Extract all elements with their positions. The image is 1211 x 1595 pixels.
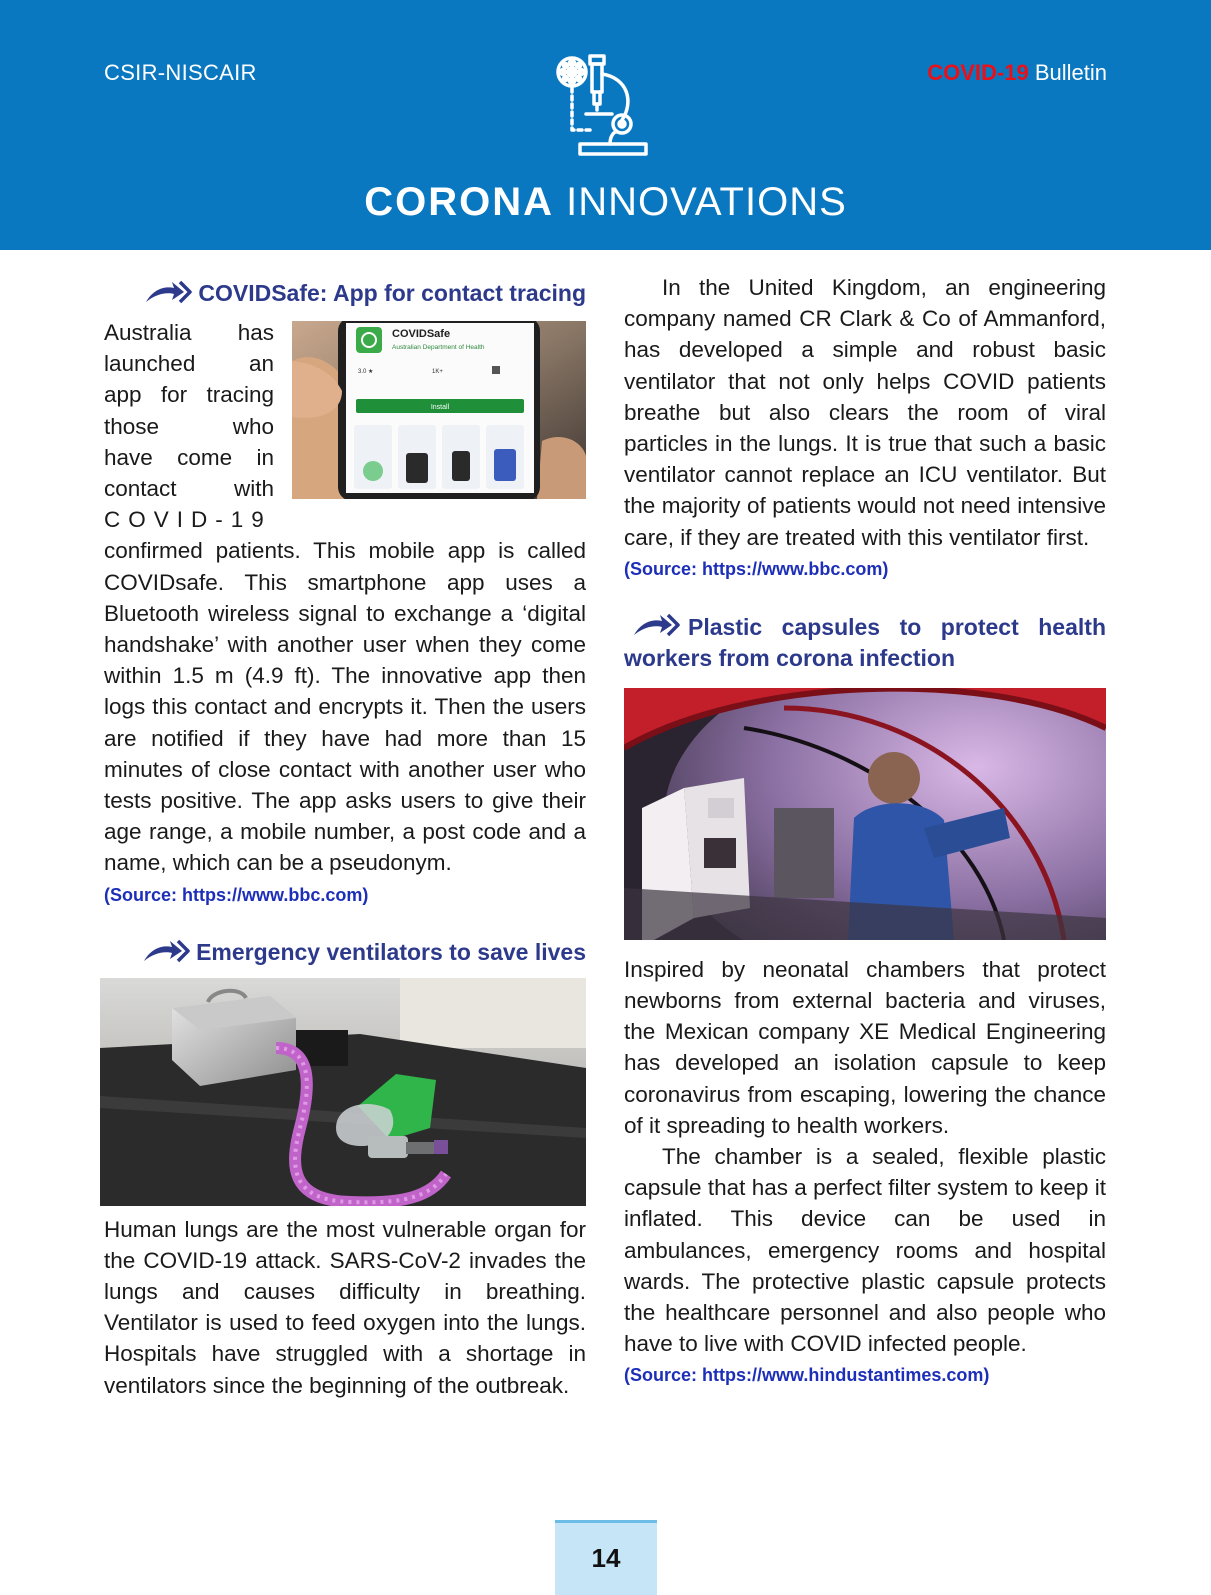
capsule-body-1: Inspired by neonatal chambers that protect newborns from external bacteria and viruses, the Mexican company XE Medical Engineering has developed an isolation capsule to keep coronavirus from escaping, lowering the chance of it spreading to health workers. [624,956,1106,1138]
ventilator-body-text: Human lungs are the most vulnerable organ for the COVID-19 attack. SARS-CoV-2 invades the lungs and causes difficulty in breathing. Ventilator is used to feed oxygen into the lungs. Hospitals have struggled with a shortage in ventilators since the beginning of the outbreak. [104,1216,586,1398]
section-title-capsules [624,611,1106,674]
capsule-body-2: The chamber is a sealed, flexible plastic capsule that has a perfect filter system to keep it inflated. This device can be used in ambulances, emergency rooms and hospital wards. The protective plastic capsule protects the healthcare personnel and also people who have to live with COVID infected people. [624,1144,1106,1357]
double-arrow-icon [144,278,192,308]
org-name: CSIR-NISCAIR [104,60,257,85]
page-number: 14 [591,1543,621,1573]
ventilator-source: (Source: https://www.bbc.com) [624,558,889,579]
microscope-virus-icon [550,52,660,162]
section-title-text: Plastic capsules to protect health workers from corona infection [624,613,1106,671]
section-title-covidsafe [104,278,586,309]
double-arrow-icon [142,937,190,967]
intro-line-4: those who [104,413,274,439]
title-bold: CORONA [364,180,554,224]
page-header [0,0,1211,250]
capsule-image [624,688,1106,940]
capsule-source: (Source: https://www.hindustantimes.com) [624,1365,990,1386]
intro-line-3: app for tracing [104,382,274,408]
section-title-ventilators [104,937,586,968]
bulletin-label [927,60,1107,86]
title-rest: INNOVATIONS [554,180,847,224]
intro-line-1: Australia has [104,320,274,345]
covidsafe-source: (Source: https://www.bbc.com) [104,884,369,905]
section-title-text: Emergency ventilators to save lives [196,938,586,965]
ventilator-image [100,978,586,1206]
bulletin-word: Bulletin [1028,60,1107,85]
intro-line-6: contact with [104,476,274,502]
app-name-text: COVIDSafe [392,328,451,340]
page-number-tab [555,1520,657,1595]
intro-line-7: COVID-19 [104,507,272,533]
app-rating-text: 3.0 ★ [358,369,374,375]
covidsafe-body-text: confirmed patients. This mobile app is called COVIDsafe. This smartphone app uses a Bluetooth wireless signal to exchange a ‘digital handshake’ with another user when they come within 1.5 m (4.9 ft). The innovative app then logs this contact and encrypts it. Then the users are notified if they have had more than 15 minutes of close contact with another user who tests positive. The app asks users to give their age range, a mobile number, a post code and a name, which can be a pseudonym. [104,538,586,876]
install-label: Install [430,404,450,411]
app-dept-text: Australian Department of Health [392,344,485,351]
section-title-text: COVIDSafe: App for contact tracing [198,280,586,306]
ventilator-body-continued: In the United Kingdom, an engineering company named CR Clark & Co of Ammanford, has developed a simple and robust basic ventilator that not only helps COVID patients breathe but also clears the room of viral particles in the lungs. It is true that such a basic ventilator cannot replace an ICU ventilator. But the majority of patients would not need intensive care, if they are treated with this ventilator first. [624,275,1106,550]
right-column [624,272,1106,1387]
covidsafe-body [104,317,586,907]
covidsafe-phone-image [292,321,586,499]
intro-line-2: launched an [104,351,274,377]
app-downloads-text: 1K+ [432,369,443,375]
bulletin-covid-label: COVID-19 [927,60,1029,85]
page-title [0,180,1211,225]
double-arrow-icon [632,611,680,641]
intro-line-5: have come in [104,444,274,470]
left-column [104,278,586,1401]
